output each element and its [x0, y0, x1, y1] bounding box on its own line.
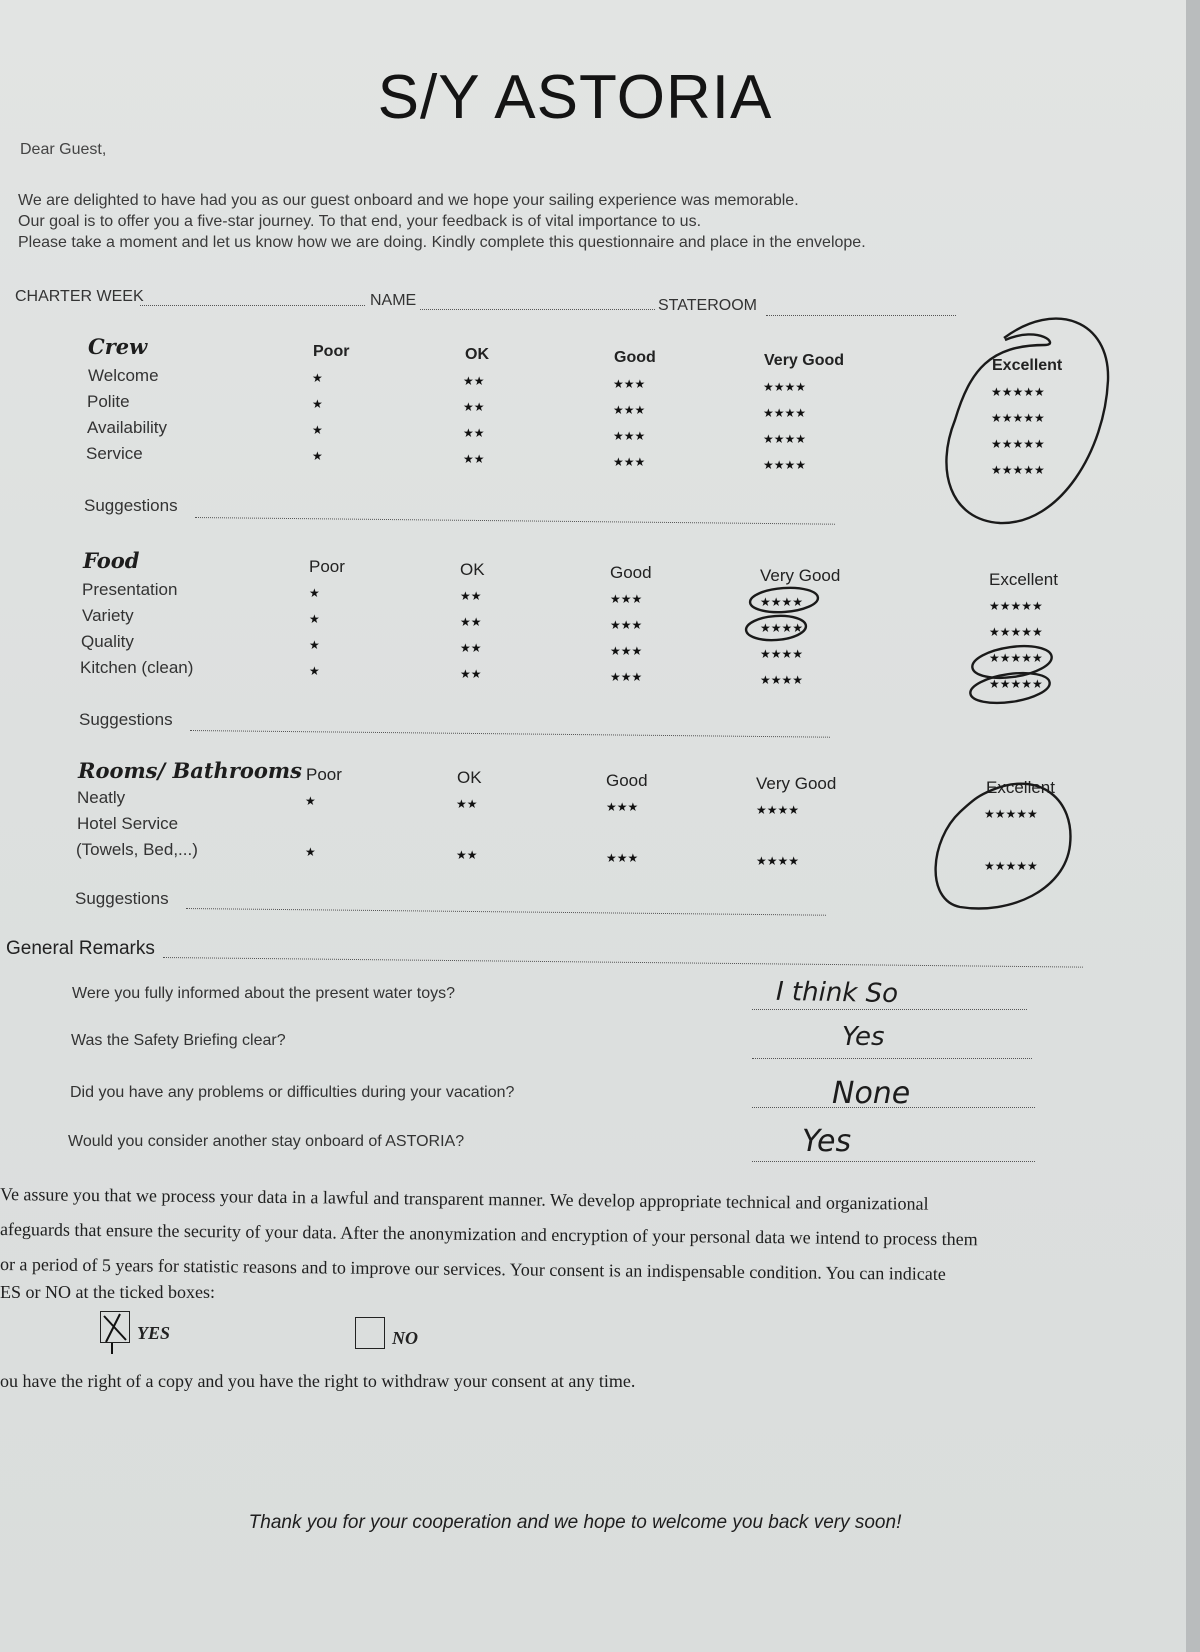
- star-option[interactable]: ★★★★: [760, 673, 804, 687]
- rooms-section-title: Rooms/ Bathrooms: [78, 758, 302, 783]
- intro-line: We are delighted to have had you as our guest onboard and we hope your sailing experience was memorable.: [18, 192, 799, 209]
- star-option[interactable]: ★★★★★: [984, 859, 1038, 873]
- star-option[interactable]: ★★: [460, 667, 482, 681]
- star-option[interactable]: ★★: [463, 400, 485, 414]
- legal-line: afeguards that ensure the security of your data. After the anonymization and encryption of your personal data we intend to process them: [0, 1219, 978, 1250]
- star-option[interactable]: ★★★★: [760, 595, 804, 609]
- withdraw-consent-text: ou have the right of a copy and you have the right to withdraw your consent at any time.: [0, 1371, 636, 1391]
- food-rating-excellent: Excellent: [989, 570, 1058, 589]
- question-safety-briefing: Was the Safety Briefing clear?: [71, 1032, 286, 1049]
- star-option[interactable]: ★★: [463, 452, 485, 466]
- rooms-suggestions-field[interactable]: [186, 908, 826, 916]
- star-option[interactable]: ★★★★★: [989, 625, 1043, 639]
- handwritten-answer: Yes: [842, 1022, 885, 1052]
- name-label: NAME: [370, 292, 417, 309]
- star-option[interactable]: ★★★★: [756, 854, 800, 868]
- rooms-excellent-circle: [936, 784, 1071, 909]
- food-suggestions-label: Suggestions: [79, 710, 173, 729]
- rooms-row-hotel-service: Hotel Service: [77, 814, 179, 833]
- rooms-rating-ok: OK: [457, 768, 482, 787]
- star-option[interactable]: ★: [309, 664, 320, 678]
- stateroom-field[interactable]: [766, 315, 956, 316]
- rooms-row-hotel-service-detail: (Towels, Bed,...): [76, 840, 198, 859]
- crew-suggestions-label: Suggestions: [84, 496, 178, 515]
- rooms-suggestions-label: Suggestions: [75, 889, 169, 908]
- legal-line: or a period of 5 years for statistic reasons and to improve our services. Your consent is an indispensable condition. You can indicate: [0, 1254, 946, 1284]
- star-option[interactable]: ★: [309, 612, 320, 626]
- legal-line: ES or NO at the ticked boxes:: [0, 1282, 215, 1302]
- crew-suggestions-field[interactable]: [195, 517, 835, 525]
- greeting: Dear Guest,: [20, 141, 107, 158]
- food-rating-very-good: Very Good: [760, 566, 841, 585]
- star-option[interactable]: ★★★: [610, 670, 643, 684]
- star-option[interactable]: ★★★★: [760, 621, 804, 635]
- star-option[interactable]: ★★★★: [763, 406, 807, 420]
- crew-section-title: Crew: [88, 334, 148, 359]
- star-option[interactable]: ★: [312, 449, 323, 463]
- star-option[interactable]: ★★: [463, 426, 485, 440]
- star-option[interactable]: ★★★★: [760, 647, 804, 661]
- crew-rating-good: Good: [614, 349, 656, 366]
- question-another-stay: Would you consider another stay onboard of ASTORIA?: [68, 1133, 465, 1150]
- rooms-rating-very-good: Very Good: [756, 774, 837, 793]
- intro-text: [18, 190, 866, 253]
- food-section-title: Food: [83, 548, 140, 573]
- answer-line[interactable]: [752, 1058, 1032, 1059]
- food-rating-ok: OK: [460, 560, 485, 579]
- consent-yes-label: YES: [137, 1323, 171, 1343]
- stateroom-label: STATEROOM: [658, 297, 757, 314]
- rooms-rating-good: Good: [606, 771, 648, 790]
- answer-line[interactable]: [752, 1009, 1027, 1010]
- charter-week-label: CHARTER WEEK: [15, 288, 144, 305]
- star-option[interactable]: ★★★: [613, 403, 646, 417]
- star-option[interactable]: ★: [309, 638, 320, 652]
- charter-week-field[interactable]: [140, 305, 365, 306]
- star-option[interactable]: ★★★: [606, 800, 639, 814]
- star-option[interactable]: ★★★: [610, 592, 643, 606]
- food-suggestions-field[interactable]: [190, 730, 830, 738]
- star-option[interactable]: ★★: [456, 797, 478, 811]
- star-option[interactable]: ★★★★★: [989, 651, 1043, 665]
- star-option[interactable]: ★: [312, 371, 323, 385]
- crew-row-welcome: Welcome: [88, 366, 159, 385]
- question-water-toys: Were you fully informed about the present water toys?: [72, 985, 456, 1002]
- star-option[interactable]: ★: [305, 794, 316, 808]
- crew-rating-poor: Poor: [313, 343, 350, 360]
- star-option[interactable]: ★★★★: [763, 380, 807, 394]
- general-remarks-label: General Remarks: [6, 938, 155, 959]
- consent-no-checkbox[interactable]: [355, 1317, 385, 1349]
- rooms-rating-excellent: Excellent: [986, 778, 1055, 797]
- star-option[interactable]: ★★★★★: [989, 677, 1043, 691]
- crew-rating-excellent: Excellent: [992, 357, 1063, 374]
- star-option[interactable]: ★★★★: [763, 432, 807, 446]
- crew-row-service: Service: [86, 444, 143, 463]
- star-option[interactable]: ★★★★★: [991, 463, 1045, 477]
- star-option[interactable]: ★★★: [613, 429, 646, 443]
- form-title: S/Y ASTORIA: [377, 63, 773, 132]
- question-problems: Did you have any problems or difficulties during your vacation?: [70, 1084, 515, 1101]
- legal-line: Ve assure you that we process your data in a lawful and transparent manner. We develop appropriate technical and organizational: [0, 1184, 929, 1214]
- crew-row-availability: Availability: [87, 418, 168, 437]
- handwritten-answer: None: [832, 1076, 911, 1111]
- name-field[interactable]: [420, 309, 655, 310]
- star-option[interactable]: ★★★: [613, 455, 646, 469]
- star-option[interactable]: ★★★: [613, 377, 646, 391]
- food-row-kitchen: Kitchen (clean): [80, 658, 194, 677]
- star-option[interactable]: ★★★★★: [989, 599, 1043, 613]
- crew-row-polite: Polite: [87, 392, 130, 411]
- food-row-quality: Quality: [81, 632, 134, 651]
- star-option[interactable]: ★★★: [606, 851, 639, 865]
- star-option[interactable]: ★★★★: [756, 803, 800, 817]
- handwritten-answer: Yes: [802, 1124, 852, 1159]
- rooms-row-neatly: Neatly: [77, 788, 126, 807]
- star-option[interactable]: ★: [305, 845, 316, 859]
- star-option[interactable]: ★★★: [610, 644, 643, 658]
- intro-line: Our goal is to offer you a five-star journey. To that end, your feedback is of vital importance to us.: [18, 213, 702, 230]
- food-rating-poor: Poor: [309, 557, 345, 576]
- food-rating-good: Good: [610, 563, 652, 582]
- star-option[interactable]: ★★: [463, 374, 485, 388]
- star-option[interactable]: ★★★: [610, 618, 643, 632]
- general-remarks-field[interactable]: [163, 957, 1083, 968]
- star-option[interactable]: ★★: [456, 848, 478, 862]
- food-row-variety: Variety: [82, 606, 134, 625]
- consent-no-label: NO: [392, 1328, 418, 1348]
- star-option[interactable]: ★★★★: [763, 458, 807, 472]
- star-option[interactable]: ★: [312, 423, 323, 437]
- food-row-presentation: Presentation: [82, 580, 178, 599]
- star-option[interactable]: ★: [309, 586, 320, 600]
- star-option[interactable]: ★: [312, 397, 323, 411]
- star-option[interactable]: ★★: [460, 641, 482, 655]
- star-option[interactable]: ★★: [460, 615, 482, 629]
- consent-yes-checkbox[interactable]: [100, 1311, 130, 1343]
- crew-rating-ok: OK: [465, 346, 489, 363]
- answer-line[interactable]: [752, 1161, 1035, 1162]
- star-option[interactable]: ★★★★★: [991, 385, 1045, 399]
- intro-line: Please take a moment and let us know how we are doing. Kindly complete this questionnaire and place in the envelope.: [18, 234, 866, 251]
- handwritten-answer: I think So: [775, 976, 899, 1010]
- rooms-rating-poor: Poor: [306, 765, 342, 784]
- star-option[interactable]: ★★★★★: [984, 807, 1038, 821]
- star-option[interactable]: ★★★★★: [991, 437, 1045, 451]
- data-consent-text: [0, 1184, 1150, 1332]
- star-option[interactable]: ★★: [460, 589, 482, 603]
- thank-you-note: Thank you for your cooperation and we hope to welcome you back very soon!: [248, 1512, 902, 1533]
- crew-rating-very-good: Very Good: [764, 352, 845, 369]
- star-option[interactable]: ★★★★★: [991, 411, 1045, 425]
